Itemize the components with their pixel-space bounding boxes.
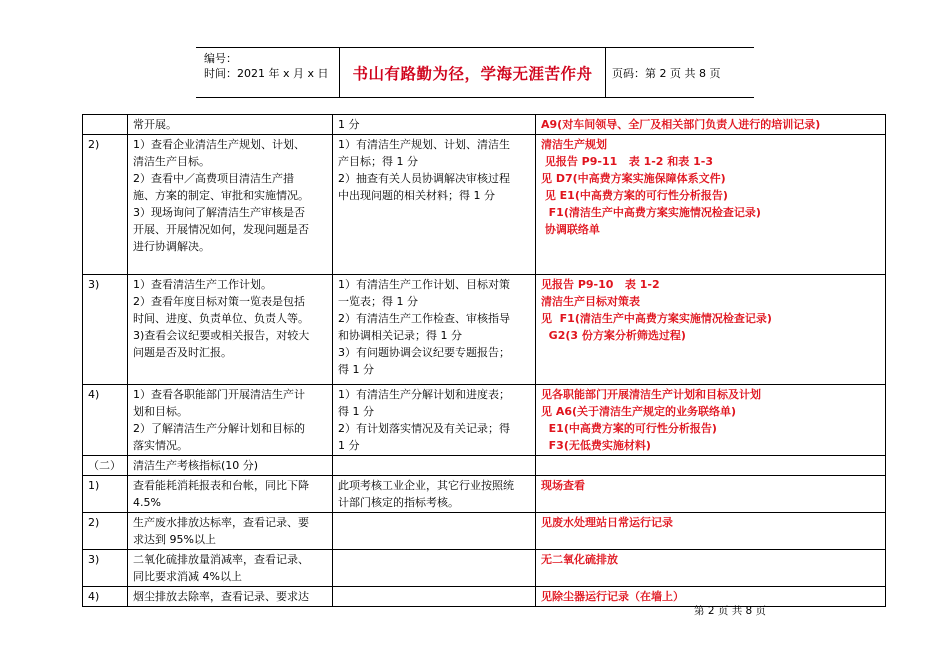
cell-line: 进行协调解决。 bbox=[133, 240, 210, 253]
header-motto: 书山有路勤为径，学海无涯苦作舟 bbox=[352, 64, 593, 83]
cell-line: 求达到 95%以上 bbox=[133, 533, 216, 546]
check-method-cell bbox=[128, 513, 333, 550]
document-date: 时间：2021 年 x 月 x 日 bbox=[204, 67, 329, 80]
cell-line: 见 F1(清洁生产中高费方案实施情况检查记录) bbox=[541, 312, 772, 325]
table-row bbox=[83, 135, 886, 275]
evidence-cell bbox=[536, 550, 886, 587]
cell-line: 1 分 bbox=[338, 118, 360, 131]
cell-line: 1 分 bbox=[338, 439, 360, 452]
cell-line: G2(3 份方案分析筛选过程) bbox=[541, 329, 686, 342]
cell-line: 见报告 P9-10 表 1-2 bbox=[541, 278, 660, 291]
row-number: 1) bbox=[83, 476, 128, 513]
cell-line: 2）了解清洁生产分解计划和目标的 bbox=[133, 422, 305, 435]
cell-line: 协调联络单 bbox=[541, 223, 600, 236]
cell-line: 3）有问题协调会议纪要专题报告； bbox=[338, 346, 510, 359]
cell-line: 一览表；得 1 分 bbox=[338, 295, 418, 308]
document-header bbox=[196, 47, 754, 98]
cell-line: 见废水处理站日常运行记录 bbox=[541, 516, 673, 529]
cell-line: 1）有清洁生产规划、计划、清洁生 bbox=[338, 138, 510, 151]
cell-line: 产目标；得 1 分 bbox=[338, 155, 418, 168]
cell-line: 1）有清洁生产分解计划和进度表； bbox=[338, 388, 510, 401]
cell-line: 3）现场询问了解清洁生产审核是否 bbox=[133, 206, 305, 219]
scoring-criteria-cell bbox=[333, 550, 536, 587]
cell-line: 见报告 P9-11 表 1-2 和表 1-3 bbox=[541, 155, 713, 168]
table-row bbox=[83, 476, 886, 513]
row-number bbox=[83, 115, 128, 135]
table-row bbox=[83, 275, 886, 385]
row-number: 4) bbox=[83, 385, 128, 456]
cell-line: F3(无低费实施材料) bbox=[541, 439, 651, 452]
row-number: 2) bbox=[83, 135, 128, 275]
cell-line: 二氧化硫排放量消减率，查看记录、 bbox=[133, 553, 309, 566]
scoring-criteria-cell bbox=[333, 587, 536, 607]
row-number: 4) bbox=[83, 587, 128, 607]
cell-line: 清洁生产规划 bbox=[541, 138, 607, 151]
cell-line: 查看能耗消耗报表和台帐，同比下降 bbox=[133, 479, 309, 492]
table-row bbox=[83, 550, 886, 587]
check-method-cell bbox=[128, 587, 333, 607]
cell-line: 见除尘器运行记录（在墙上） bbox=[541, 590, 684, 603]
evidence-cell bbox=[536, 476, 886, 513]
cell-line: E1(中高费方案的可行性分析报告) bbox=[541, 422, 717, 435]
header-page-number: 页码：第 2 页 共 8 页 bbox=[612, 66, 721, 80]
evidence-cell bbox=[536, 115, 886, 135]
cell-line: 见 D7(中高费方案实施保障体系文件) bbox=[541, 172, 726, 185]
cell-line: 得 1 分 bbox=[338, 405, 374, 418]
table-row bbox=[83, 385, 886, 456]
cell-line: 开展、开展情况如何，发现问题是否 bbox=[133, 223, 309, 236]
cell-line: 见 E1(中高费方案的可行性分析报告) bbox=[541, 189, 728, 202]
check-method-cell bbox=[128, 476, 333, 513]
check-method-cell bbox=[128, 550, 333, 587]
cell-line: 见 A6(关于清洁生产规定的业务联络单) bbox=[541, 405, 737, 418]
cell-line: 2）有清洁生产工作检查、审核指导 bbox=[338, 312, 510, 325]
scoring-criteria-cell bbox=[333, 135, 536, 275]
cell-line: 时间、进度、负责单位、负责人等。 bbox=[133, 312, 309, 325]
cell-line: 1）查看清洁生产工作计划。 bbox=[133, 278, 272, 291]
cell-line: 2）查看年度目标对策一览表是包括 bbox=[133, 295, 305, 308]
cell-line: 中出现问题的相关材料；得 1 分 bbox=[338, 189, 495, 202]
row-number: 3) bbox=[83, 550, 128, 587]
cell-line: 烟尘排放去除率，查看记录、要求达 bbox=[133, 590, 309, 603]
cell-line: 得 1 分 bbox=[338, 363, 374, 376]
cell-line: 清洁生产目标对策表 bbox=[541, 295, 640, 308]
table-row bbox=[83, 115, 886, 135]
cell-line: 生产废水排放达标率，查看记录、要 bbox=[133, 516, 309, 529]
scoring-criteria-cell bbox=[333, 456, 536, 476]
check-method-cell bbox=[128, 385, 333, 456]
cell-line: 现场查看 bbox=[541, 479, 585, 492]
table-row bbox=[83, 456, 886, 476]
evidence-cell bbox=[536, 456, 886, 476]
document-number-label: 编号： bbox=[204, 52, 237, 65]
cell-line: 1）查看各职能部门开展清洁生产计 bbox=[133, 388, 305, 401]
cell-line: 1）有清洁生产工作计划、目标对策 bbox=[338, 278, 510, 291]
cell-line: 清洁生产目标。 bbox=[133, 155, 210, 168]
header-meta bbox=[204, 51, 329, 81]
check-method-cell bbox=[128, 135, 333, 275]
page-footer: 第 2 页 共 8 页 bbox=[694, 605, 767, 617]
cell-line: 2）抽查有关人员协调解决审核过程 bbox=[338, 172, 510, 185]
cell-line: 划和目标。 bbox=[133, 405, 188, 418]
scoring-criteria-cell bbox=[333, 115, 536, 135]
cell-line: 此项考核工业企业，其它行业按照统 bbox=[338, 479, 514, 492]
checklist-table-body bbox=[83, 115, 886, 607]
cell-line: 3)查看会议纪要或相关报告，对较大 bbox=[133, 329, 310, 342]
cell-line: 计部门核定的指标考核。 bbox=[338, 496, 459, 509]
cell-line: 2）查看中／高费项目清洁生产措 bbox=[133, 172, 294, 185]
check-method-cell bbox=[128, 115, 333, 135]
check-method-cell bbox=[128, 275, 333, 385]
cell-line: 问题是否及时汇报。 bbox=[133, 346, 232, 359]
cell-line: 4.5% bbox=[133, 496, 161, 509]
cell-line: 1）查看企业清洁生产规划、计划、 bbox=[133, 138, 305, 151]
cell-line: 清洁生产考核指标(10 分) bbox=[133, 459, 259, 472]
cell-line: 和协调相关记录；得 1 分 bbox=[338, 329, 462, 342]
cell-line: 施、方案的制定、审批和实施情况。 bbox=[133, 189, 309, 202]
scoring-criteria-cell bbox=[333, 476, 536, 513]
row-number: 3) bbox=[83, 275, 128, 385]
evidence-cell bbox=[536, 513, 886, 550]
evidence-cell bbox=[536, 275, 886, 385]
cell-line: A9(对车间领导、全厂及相关部门负责人进行的培训记录) bbox=[541, 118, 821, 131]
evidence-cell bbox=[536, 385, 886, 456]
header-divider bbox=[605, 48, 606, 97]
table-row bbox=[83, 513, 886, 550]
evidence-cell bbox=[536, 135, 886, 275]
row-number: 2) bbox=[83, 513, 128, 550]
scoring-criteria-cell bbox=[333, 513, 536, 550]
cell-line: 落实情况。 bbox=[133, 439, 188, 452]
checklist-table bbox=[82, 114, 886, 607]
scoring-criteria-cell bbox=[333, 385, 536, 456]
check-method-cell bbox=[128, 456, 333, 476]
cell-line: 同比要求消减 4%以上 bbox=[133, 570, 242, 583]
cell-line: 2）有计划落实情况及有关记录；得 bbox=[338, 422, 510, 435]
cell-line: 常开展。 bbox=[133, 118, 177, 131]
cell-line: F1(清洁生产中高费方案实施情况检查记录) bbox=[541, 206, 761, 219]
scoring-criteria-cell bbox=[333, 275, 536, 385]
cell-line: 见各职能部门开展清洁生产计划和目标及计划 bbox=[541, 388, 761, 401]
cell-line: 无二氧化硫排放 bbox=[541, 553, 618, 566]
row-number: （二） bbox=[83, 456, 128, 476]
